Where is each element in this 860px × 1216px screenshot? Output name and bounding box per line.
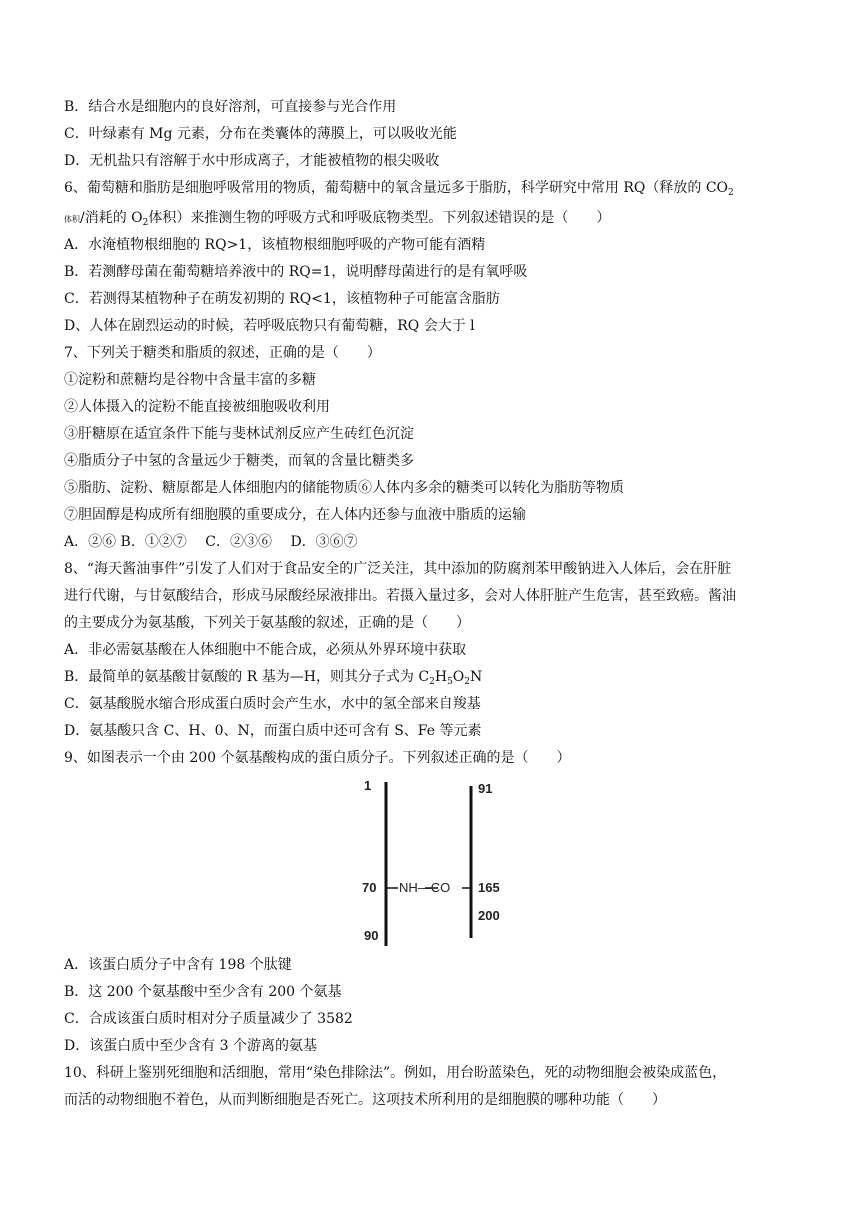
q8-option-b [64, 664, 804, 691]
protein-diagram [358, 778, 538, 948]
q8-option-c: C．氨基酸脱水缩合形成蛋白质时会产生水，水中的氢全部来自羧基 [64, 696, 481, 712]
q8-stem-line-2: 进行代谢，与甘氨酸结合，形成马尿酸经尿液排出。若摄入量过多，会对人体肝脏产生危害，甚至致癌。酱油 [64, 588, 736, 604]
q6-o2-subscript: 2 [142, 218, 149, 228]
q6-stem-line-2 [64, 205, 804, 232]
label-residue-91: 91 [478, 781, 493, 796]
q6-stem-text-2a: /消耗的 O [80, 210, 143, 226]
q6-co2-subscript: 2 [728, 188, 734, 198]
q9-option-c: C．合成该蛋白质时相对分子质量减少了 3582 [64, 1011, 353, 1027]
q10-stem-line-1: 10、科研上鉴别死细胞和活细胞，常用“染色排除法”。例如，用台盼蓝染色，死的动物细胞会被染成蓝色， [64, 1065, 727, 1081]
q8-h-symbol: H [434, 669, 448, 685]
q9-stem: 9、如图表示一个由 200 个氨基酸构成的蛋白质分子。下列叙述正确的是（ ） [64, 750, 571, 766]
q7-item-7: ⑦胆固醇是构成所有细胞膜的重要成分，在人体内还参与血液中脂质的运输 [64, 507, 526, 523]
exam-page [64, 94, 804, 1114]
q6-stem-text-2b: 体积）来推测生物的呼吸方式和呼吸底物类型。下列叙述错误的是（ ） [148, 210, 611, 226]
q7-item-5-6: ⑤脂肪、淀粉、糖原都是人体细胞内的储能物质⑥人体内多余的糖类可以转化为脂肪等物质 [64, 480, 624, 496]
q9-option-a: A．该蛋白质分子中含有 198 个肽键 [64, 957, 292, 973]
q8-stem-line-1: 8、“海天酱油事件”引发了人们对于食品安全的广泛关注，其中添加的防腐剂苯甲酸钠进入人体后，会在肝脏 [64, 561, 732, 577]
label-residue-1: 1 [364, 778, 372, 793]
label-residue-90: 90 [364, 928, 379, 943]
q6-option-a: A．水淹植物根细胞的 RQ>1，该植物根细胞呼吸的产物可能有酒精 [64, 237, 486, 253]
q7-options: A．②⑥ B．①②⑦ C．②③⑥ D．③⑥⑦ [64, 534, 358, 550]
q8-option-a: A．非必需氨基酸在人体细胞中不能合成，必须从外界环境中获取 [64, 642, 467, 658]
q6-stem-text-1: 6、葡萄糖和脂肪是细胞呼吸常用的物质，葡萄糖中的氧含量远多于脂肪，科学研究中常用 RQ（释放的 CO [64, 180, 729, 196]
q7-item-1: ①淀粉和蔗糖均是谷物中含量丰富的多糖 [64, 372, 316, 388]
label-residue-200: 200 [478, 908, 500, 923]
q5-option-b: B．结合水是细胞内的良好溶剂，可直接参与光合作用 [64, 99, 397, 115]
q6-option-d: D、人体在剧烈运动的时候，若呼吸底物只有葡萄糖，RQ 会大于 l [64, 318, 475, 334]
q7-item-4: ④脂质分子中氢的含量远少于糖类，而氧的含量比糖类多 [64, 453, 414, 469]
q5-option-d: D．无机盐只有溶解于水中形成离子，才能被植物的根尖吸收 [64, 153, 440, 169]
q9-option-d: D．该蛋白质中至少含有 3 个游离的氨基 [64, 1038, 318, 1054]
q8-h-subscript: 5 [447, 677, 453, 687]
q7-item-3: ③肝糖原在适宜条件下能与斐林试剂反应产生砖红色沉淀 [64, 426, 414, 442]
q8-option-d: D．氨基酸只含 C、H、0、N，而蛋白质中还可含有 S、Fe 等元素 [64, 723, 482, 739]
peptide-bond-label: NH—CO [399, 880, 451, 895]
q6-volume-small: 体积 [64, 215, 80, 224]
label-residue-70: 70 [362, 880, 377, 895]
q9-option-b: B．这 200 个氨基酸中至少含有 200 个氨基 [64, 984, 342, 1000]
q7-stem: 7、下列关于糖类和脂质的叙述，正确的是（ ） [64, 345, 381, 361]
q8-o-symbol: O [452, 669, 465, 685]
q10-stem-line-2: 而活的动物细胞不着色，从而判断细胞是否死亡。这项技术所利用的是细胞膜的哪种功能（ ） [64, 1092, 666, 1108]
q5-option-c: C．叶绿素有 Mg 元素，分布在类囊体的薄膜上，可以吸收光能 [64, 126, 457, 142]
q7-item-2: ②人体摄入的淀粉不能直接被细胞吸收利用 [64, 399, 330, 415]
q8-stem-line-3: 的主要成分为氨基酸，下列关于氨基酸的叙述，正确的是（ ） [64, 615, 470, 631]
q8-o-subscript: 2 [464, 677, 471, 687]
protein-chains-svg [358, 778, 538, 948]
q8-option-b-text: B．最简单的氨基酸甘氨酸的 R 基为—H，则其分子式为 C [64, 669, 430, 685]
label-residue-165: 165 [478, 880, 500, 895]
q6-option-c: C．若测得某植物种子在萌发初期的 RQ<1，该植物种子可能富含脂肪 [64, 291, 500, 307]
q8-n-symbol: N [470, 669, 483, 685]
q6-stem-line-1 [64, 175, 804, 205]
q8-c-subscript: 2 [429, 677, 435, 687]
q6-option-b: B．若测酵母菌在葡萄糖培养液中的 RQ=1，说明酵母菌进行的是有氧呼吸 [64, 264, 528, 280]
